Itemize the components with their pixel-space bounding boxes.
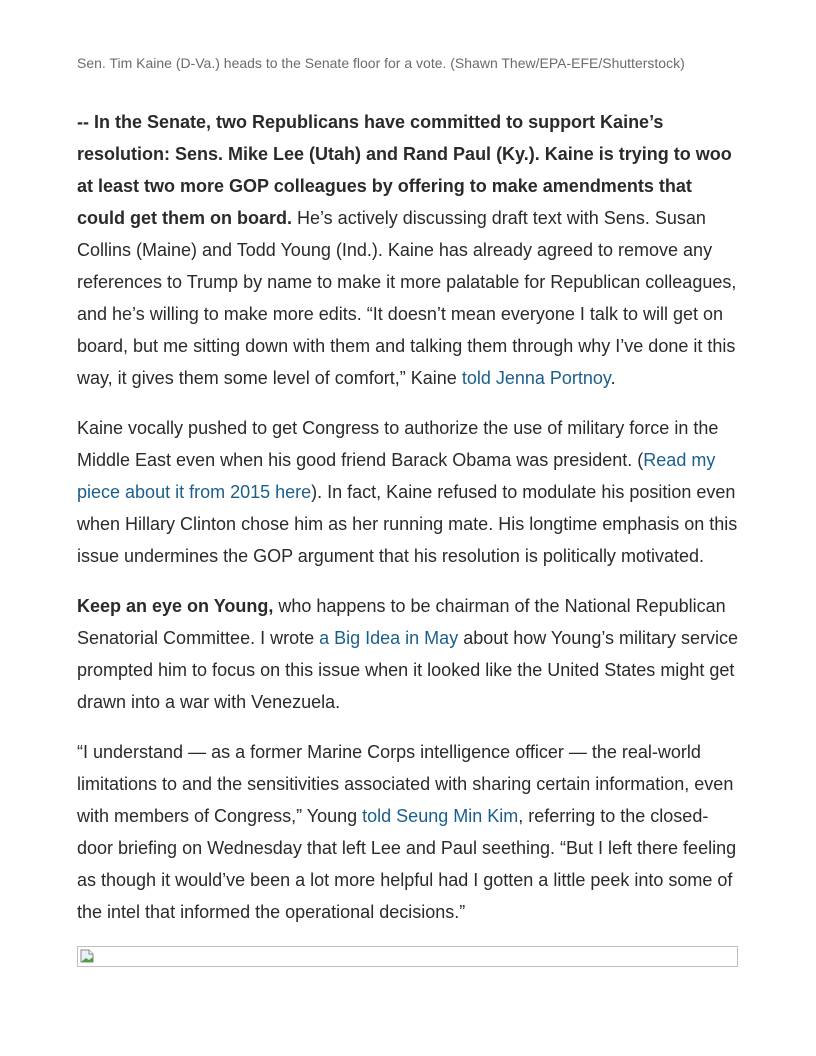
paragraph-text: ). In fact, Kaine refused to modulate his position even when Hillary Clinton chose him as her running mate. His longtime emphasis on this issue undermines the GOP argument that his resolution is politically motivated. xyxy=(77,482,738,566)
paragraph-text: who happens to be chairman of the National Republican Senatorial Committee. I wrote xyxy=(77,596,726,648)
paragraph-text: about how Young’s military service prompted him to focus on this issue when it looked like the United States might get drawn into a war with Venezuela. xyxy=(77,628,739,712)
link-told-jenna-portnoy[interactable]: told Jenna Portnoy xyxy=(461,368,611,388)
paragraph-kaine-history xyxy=(77,412,739,572)
paragraph-text: . xyxy=(610,368,616,388)
photo-caption: Sen. Tim Kaine (D-Va.) heads to the Senate floor for a vote. (Shawn Thew/EPA-EFE/Shutterstock) xyxy=(77,55,685,71)
paragraph-young xyxy=(77,590,739,718)
paragraph-text: Kaine vocally pushed to get Congress to authorize the use of military force in the Middle East even when his good friend Barack Obama was president. ( xyxy=(77,418,719,470)
link-told-seung-min-kim[interactable]: told Seung Min Kim xyxy=(362,806,519,826)
paragraph-young-quote xyxy=(77,736,739,928)
paragraph-text: He’s actively discussing draft text with Sens. Susan Collins (Maine) and Todd Young (Ind.). Kaine has already agreed to remove any references to Trump by name to make it more palatable for Republican colleagues, and he’s willing to make more edits. “It doesn’t mean everyone I talk to will get on board, but me sitting down with them and talking them through why I’ve done it this way, it gives them some level of comfort,” Kaine xyxy=(77,208,737,388)
bold-lead: -- In the Senate, two Republicans have committed to support Kaine’s resolution: Sens. Mike Lee (Utah) and Rand Paul (Ky.). Kaine is trying to woo at least two more GOP colleagues by offering to make amendments that could get them on board. xyxy=(77,112,732,228)
article-body xyxy=(77,106,739,946)
bold-lead: Keep an eye on Young, xyxy=(77,596,274,616)
paragraph-senate-republicans xyxy=(77,106,739,394)
broken-image xyxy=(77,946,738,967)
paragraph-text: “I understand — as a former Marine Corps intelligence officer — the real-world limitations to and the sensitivities associated with sharing certain information, even with members of Congress,” Young xyxy=(77,742,734,826)
paragraph-text: , referring to the closed-door briefing on Wednesday that left Lee and Paul seething. “But I left there feeling as though it would’ve been a lot more helpful had I gotten a little peek into some of the intel that informed the operational decisions.” xyxy=(77,806,737,922)
link-big-idea-may[interactable]: a Big Idea in May xyxy=(319,628,459,648)
link-2015-piece[interactable]: Read my piece about it from 2015 here xyxy=(77,450,716,502)
broken-image-icon xyxy=(80,949,94,963)
